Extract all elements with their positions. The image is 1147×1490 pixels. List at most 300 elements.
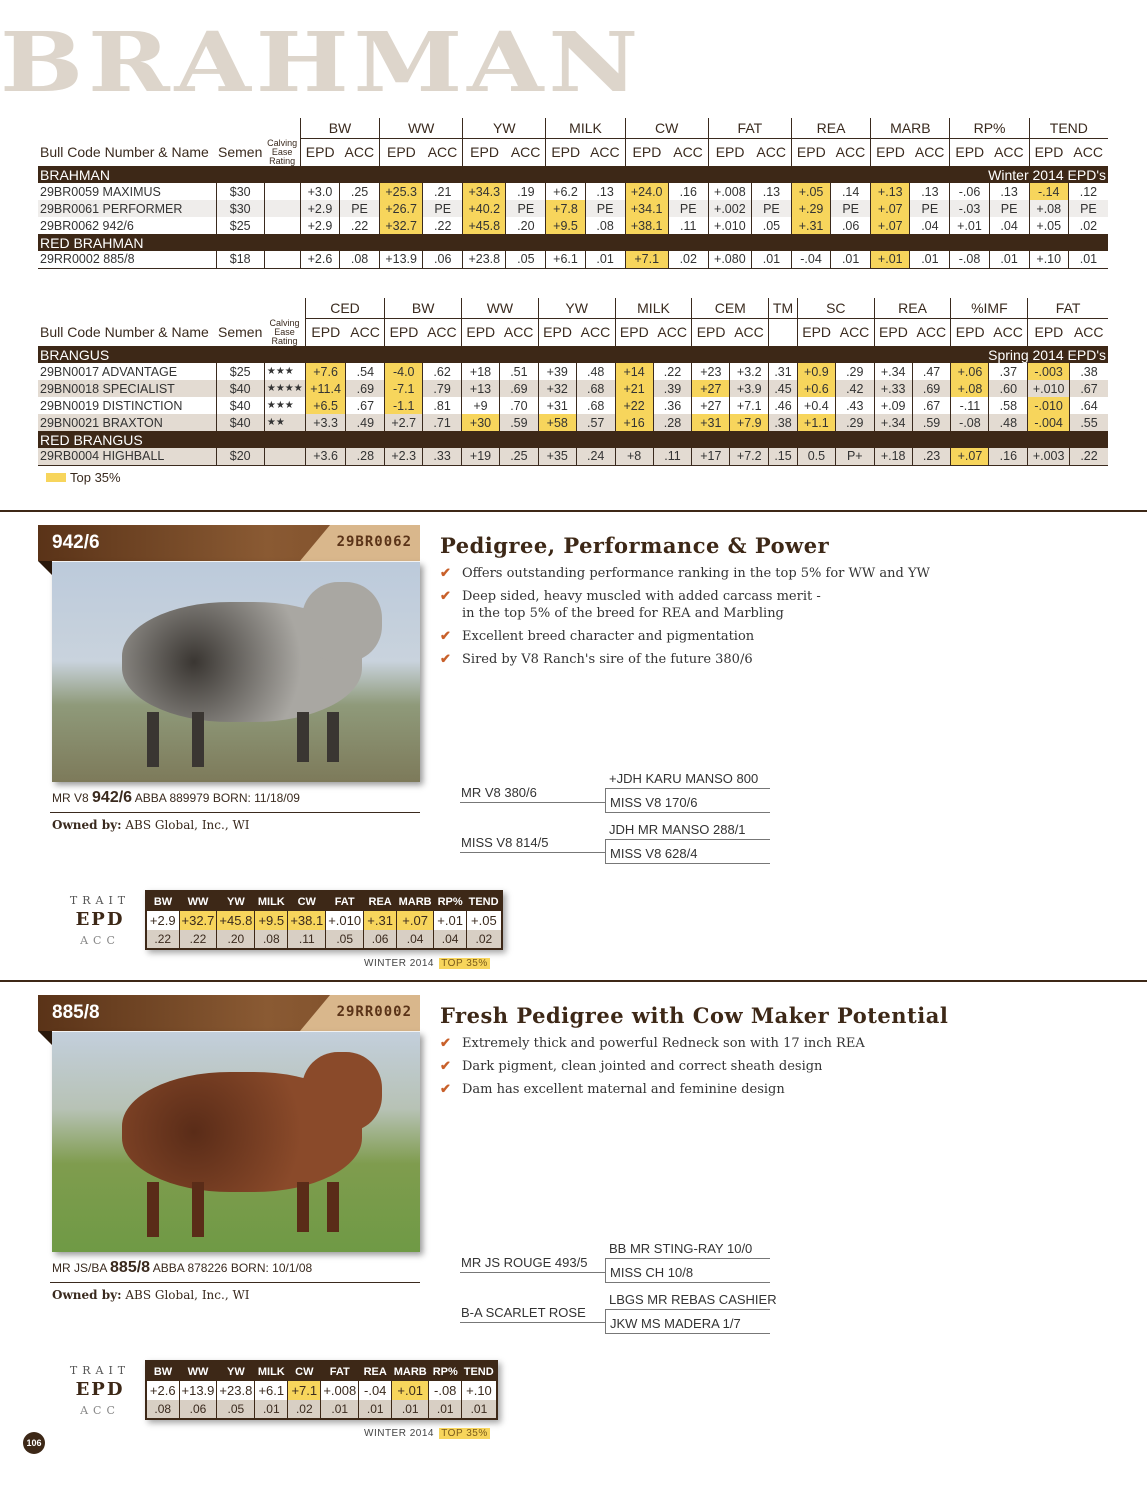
epd-cell: +.008 bbox=[708, 183, 751, 200]
owner-name: ABS Global, Inc., WI bbox=[125, 818, 250, 832]
epd-cell: .67 bbox=[912, 397, 951, 414]
epd-cell: +.010 bbox=[708, 217, 751, 234]
card-acc-value: .06 bbox=[364, 930, 397, 949]
bull-number: 885/8 bbox=[52, 1002, 100, 1023]
calving-ease-stars bbox=[264, 448, 305, 465]
acc-subheader: ACC bbox=[590, 144, 620, 161]
section-note bbox=[499, 431, 1108, 448]
trait-group-header: REA bbox=[874, 298, 951, 318]
card-trait-header: TEND bbox=[462, 1361, 497, 1381]
card-epd-value: +.008 bbox=[321, 1381, 359, 1400]
card-trait-header: MARB bbox=[397, 891, 434, 911]
card-footer bbox=[362, 1428, 490, 1440]
epd-cell: .24 bbox=[576, 448, 615, 465]
epd-cell: +23.8 bbox=[463, 251, 506, 268]
epd-cell: +24.0 bbox=[625, 183, 668, 200]
epd-cell: .05 bbox=[751, 217, 791, 234]
epd-cell: 0.5 bbox=[797, 448, 835, 465]
card-acc-value: .01 bbox=[429, 1400, 462, 1419]
epd-cell: +.08 bbox=[1029, 200, 1068, 217]
pedigree-dam-dam: MISS V8 628/4 bbox=[610, 846, 698, 861]
acc-subheader: ACC bbox=[427, 324, 457, 341]
epd-cell: .19 bbox=[506, 183, 546, 200]
section-label: BRAHMAN bbox=[38, 166, 506, 183]
card-trait-header: TEND bbox=[467, 891, 502, 911]
epd-subheader: EPD bbox=[305, 318, 346, 346]
epd-cell: .48 bbox=[989, 414, 1028, 431]
card-acc-value: .11 bbox=[288, 930, 326, 949]
acc-subheader: ACC bbox=[916, 324, 947, 341]
epd-cell: +14 bbox=[615, 363, 653, 380]
epd-cell: .13 bbox=[585, 183, 625, 200]
epd-cell: +.09 bbox=[874, 397, 912, 414]
epd-cell: +.13 bbox=[871, 183, 910, 200]
epd-cell: +40.2 bbox=[463, 200, 506, 217]
trait-group-header: BW bbox=[385, 298, 462, 318]
card-acc-value: .20 bbox=[217, 930, 255, 949]
trait-group-header: TEND bbox=[1029, 118, 1108, 138]
epd-cell: .02 bbox=[668, 251, 708, 268]
epd-cell: .33 bbox=[423, 448, 462, 465]
acc-subheader: ACC bbox=[580, 324, 611, 341]
epd-cell: +3.6 bbox=[305, 448, 346, 465]
epd-cell: +21 bbox=[615, 380, 653, 397]
feature-text: Dark pigment, clean jointed and correct sheath design bbox=[462, 1059, 823, 1074]
epd-cell: .04 bbox=[989, 217, 1029, 234]
epd-cell: .01 bbox=[831, 251, 871, 268]
card-epd-value: +45.8 bbox=[217, 911, 255, 930]
epd-cell: .38 bbox=[1070, 363, 1108, 380]
divider bbox=[0, 510, 1147, 512]
epd-subheader: EPD bbox=[385, 318, 423, 346]
bull-name: 29BR0062 942/6 bbox=[40, 218, 134, 233]
epd-cell: +13.9 bbox=[380, 251, 423, 268]
epd-cell: .58 bbox=[989, 397, 1028, 414]
epd-cell: .70 bbox=[499, 397, 538, 414]
epd-cell: -.06 bbox=[950, 183, 989, 200]
section-label: RED BRANGUS bbox=[38, 431, 499, 448]
epd-cell: +2.6 bbox=[300, 251, 339, 268]
card-trait-header: REA bbox=[359, 1361, 392, 1381]
epd-cell: -.08 bbox=[950, 251, 989, 268]
feature-text: Deep sided, heavy muscled with added carcass merit - in the top 5% of the breed for REA and Marbling bbox=[462, 589, 821, 621]
acc-subheader: ACC bbox=[1073, 144, 1103, 161]
epd-cell: .28 bbox=[653, 414, 692, 431]
semen-price: $40 bbox=[216, 380, 264, 397]
feature-item bbox=[440, 1058, 1000, 1075]
epd-cell: +26.7 bbox=[380, 200, 423, 217]
epd-cell: .42 bbox=[835, 380, 874, 397]
trait-group-header: BW bbox=[300, 118, 379, 138]
epd-cell: .16 bbox=[989, 448, 1028, 465]
acc-label: ACC bbox=[80, 934, 120, 947]
card-epd-value: +7.1 bbox=[288, 1381, 321, 1400]
card-acc-value: .01 bbox=[359, 1400, 392, 1419]
epd-cell: +9.5 bbox=[546, 217, 585, 234]
check-icon: ✔ bbox=[440, 1036, 451, 1051]
epd-cell: .12 bbox=[1068, 183, 1108, 200]
semen-price: $25 bbox=[216, 217, 264, 234]
epd-cell: PE bbox=[585, 200, 625, 217]
epd-cell: +25.3 bbox=[380, 183, 423, 200]
registration-line bbox=[52, 1259, 312, 1277]
epd-cell: .59 bbox=[499, 414, 538, 431]
epd-cell: +.34 bbox=[874, 414, 912, 431]
epd-cell: .31 bbox=[769, 363, 798, 380]
epd-cell: +.06 bbox=[951, 363, 989, 380]
acc-subheader: ACC bbox=[427, 144, 458, 161]
epd-subheader: EPD bbox=[871, 138, 910, 166]
epd-cell: -.04 bbox=[791, 251, 830, 268]
page-title: BRAHMAN bbox=[0, 15, 644, 111]
epd-cell: .57 bbox=[576, 414, 615, 431]
check-icon: ✔ bbox=[440, 652, 451, 667]
epd-cell: .22 bbox=[1070, 448, 1108, 465]
bull-headline: Pedigree, Performance & Power bbox=[440, 533, 830, 558]
pedigree-dam: MISS V8 814/5 bbox=[461, 835, 549, 850]
epd-subheader: EPD bbox=[625, 138, 668, 166]
card-acc-value: .02 bbox=[288, 1400, 321, 1419]
epd-cell: +1.1 bbox=[797, 414, 835, 431]
card-season: WINTER 2014 bbox=[364, 958, 434, 969]
card-acc-value: .05 bbox=[217, 1400, 255, 1419]
owned-label: Owned by: bbox=[52, 1288, 122, 1302]
acc-subheader: ACC bbox=[350, 324, 380, 341]
feature-item bbox=[440, 628, 1000, 645]
epd-cell: +30 bbox=[462, 414, 500, 431]
epd-cell: -1.1 bbox=[385, 397, 423, 414]
feature-text: Extremely thick and powerful Redneck son with 17 inch REA bbox=[462, 1036, 865, 1051]
legend bbox=[46, 470, 121, 485]
name-header: Bull Code Number & Name bbox=[40, 144, 209, 160]
bull-row bbox=[38, 200, 1108, 217]
calving-ease-stars bbox=[264, 183, 300, 200]
epd-cell: +35 bbox=[538, 448, 576, 465]
bull-name: 29BN0018 SPECIALIST bbox=[38, 380, 216, 397]
acc-subheader: ACC bbox=[839, 324, 870, 341]
acc-subheader: ACC bbox=[993, 324, 1023, 341]
epd-cell: .01 bbox=[910, 251, 950, 268]
card-epd-value: +32.7 bbox=[179, 911, 217, 930]
epd-cell: +6.2 bbox=[546, 183, 585, 200]
epd-cell: +23 bbox=[692, 363, 730, 380]
epd-cell: -.14 bbox=[1029, 183, 1068, 200]
card-epd-value: +.010 bbox=[326, 911, 364, 930]
legend-label: Top 35% bbox=[70, 470, 121, 485]
semen-price: $25 bbox=[216, 363, 264, 380]
trait-group-header: FAT bbox=[708, 118, 791, 138]
reg-details: ABBA 878226 BORN: 10/1/08 bbox=[152, 1261, 313, 1275]
epd-cell: .25 bbox=[340, 183, 380, 200]
trait-group-header: CED bbox=[305, 298, 385, 318]
epd-cell: .01 bbox=[989, 251, 1029, 268]
epd-cell: .39 bbox=[653, 380, 692, 397]
trait-group-header: YW bbox=[538, 298, 615, 318]
trait-group-header: WW bbox=[462, 298, 539, 318]
semen-header: Semen bbox=[218, 324, 263, 340]
epd-cell: +3.3 bbox=[305, 414, 346, 431]
card-trait-header: FAT bbox=[321, 1361, 359, 1381]
epd-cell: .20 bbox=[506, 217, 546, 234]
card-acc-value: .06 bbox=[179, 1400, 217, 1419]
epd-cell: +9 bbox=[462, 397, 500, 414]
check-icon: ✔ bbox=[440, 1082, 451, 1097]
epd-label: EPD bbox=[75, 909, 125, 930]
epd-cell: PE bbox=[340, 200, 380, 217]
bull-name: 29BR0061 PERFORMER bbox=[38, 200, 216, 217]
epd-cell: +27 bbox=[692, 397, 730, 414]
epd-cell: .22 bbox=[340, 217, 380, 234]
bull-photo bbox=[52, 562, 420, 782]
semen-price: $30 bbox=[216, 183, 264, 200]
epd-cell: +31 bbox=[538, 397, 576, 414]
epd-cell: +16 bbox=[615, 414, 653, 431]
epd-subheader: EPD bbox=[1029, 138, 1068, 166]
card-acc-value: .05 bbox=[326, 930, 364, 949]
calving-ease-stars: ★★★ bbox=[264, 363, 305, 380]
bull-number: 942/6 bbox=[52, 532, 100, 553]
epd-cell: -.11 bbox=[951, 397, 989, 414]
epd-cell: .04 bbox=[910, 217, 950, 234]
epd-cell: .69 bbox=[499, 380, 538, 397]
bull-row bbox=[38, 363, 1108, 380]
epd-cell: .43 bbox=[835, 397, 874, 414]
owner-name: ABS Global, Inc., WI bbox=[125, 1288, 250, 1302]
epd-cell: PE bbox=[668, 200, 708, 217]
epd-cell: +.002 bbox=[708, 200, 751, 217]
bull-row bbox=[38, 397, 1108, 414]
reg-name: 885/8 bbox=[110, 1259, 151, 1276]
acc-subheader: ACC bbox=[503, 324, 534, 341]
card-epd-value: +.01 bbox=[434, 911, 467, 930]
section-note bbox=[506, 234, 1108, 251]
epd-cell: +2.9 bbox=[300, 217, 339, 234]
epd-subheader: EPD bbox=[1028, 318, 1070, 346]
card-acc-value: .01 bbox=[321, 1400, 359, 1419]
feature-item bbox=[440, 1035, 1000, 1052]
epd-cell: +2.7 bbox=[385, 414, 423, 431]
pedigree-dam-sire: JDH MR MANSO 288/1 bbox=[609, 822, 746, 837]
card-top-badge: TOP 35% bbox=[441, 958, 488, 969]
epd-cell: -.003 bbox=[1028, 363, 1070, 380]
card-acc-value: .01 bbox=[255, 1400, 288, 1419]
epd-cell: -.004 bbox=[1028, 414, 1070, 431]
epd-subheader: EPD bbox=[950, 138, 989, 166]
epd-cell: PE bbox=[910, 200, 950, 217]
bull-row bbox=[38, 380, 1108, 397]
semen-price: $40 bbox=[216, 414, 264, 431]
epd-subheader: EPD bbox=[463, 138, 506, 166]
acc-subheader: ACC bbox=[756, 144, 786, 161]
epd-cell: -.010 bbox=[1028, 397, 1070, 414]
feature-item bbox=[440, 565, 1000, 582]
trait-group-header: CW bbox=[625, 118, 708, 138]
owner-line bbox=[52, 818, 250, 832]
bull-code: 29RR0002 bbox=[336, 1004, 412, 1020]
brangus-epd-table bbox=[38, 298, 1108, 466]
epd-subheader: EPD bbox=[692, 318, 730, 346]
bull-row bbox=[38, 217, 1108, 234]
acc-subheader: ACC bbox=[510, 144, 541, 161]
bull-headline: Fresh Pedigree with Cow Maker Potential bbox=[440, 1003, 949, 1028]
epd-cell: .59 bbox=[912, 414, 951, 431]
epd-cell: .60 bbox=[989, 380, 1028, 397]
card-top-badge: TOP 35% bbox=[441, 1428, 488, 1439]
trait-group-header: FAT bbox=[1028, 298, 1108, 318]
epd-cell: -.08 bbox=[951, 414, 989, 431]
epd-cell: +2.9 bbox=[300, 200, 339, 217]
epd-cell: .15 bbox=[769, 448, 798, 465]
semen-price: $18 bbox=[216, 251, 264, 268]
epd-cell: +7.2 bbox=[730, 448, 769, 465]
name-header: Bull Code Number & Name bbox=[40, 324, 209, 340]
epd-cell: +.08 bbox=[951, 380, 989, 397]
epd-cell: .01 bbox=[1068, 251, 1108, 268]
section-label: BRANGUS bbox=[38, 346, 499, 363]
semen-price: $40 bbox=[216, 397, 264, 414]
feature-text: Offers outstanding performance ranking in the top 5% for WW and YW bbox=[462, 566, 930, 581]
card-epd-value: +2.9 bbox=[146, 911, 179, 930]
card-trait-header: MILK bbox=[255, 891, 288, 911]
trait-label: TRAIT bbox=[69, 1364, 131, 1377]
feature-item bbox=[440, 1081, 1000, 1098]
epd-cell: +34.3 bbox=[463, 183, 506, 200]
acc-subheader: ACC bbox=[344, 144, 375, 161]
pedigree-dam-dam: JKW MS MADERA 1/7 bbox=[610, 1316, 741, 1331]
epd-subheader: EPD bbox=[538, 318, 576, 346]
owned-label: Owned by: bbox=[52, 818, 122, 832]
bull-name: 29BN0021 BRAXTON bbox=[38, 414, 216, 431]
spacer bbox=[38, 298, 305, 318]
epd-cell: .16 bbox=[668, 183, 708, 200]
epd-cell: .71 bbox=[423, 414, 462, 431]
epd-cell: .38 bbox=[769, 414, 798, 431]
feature-item bbox=[440, 651, 1000, 668]
card-epd-value: -.08 bbox=[429, 1381, 462, 1400]
epd-cell: .69 bbox=[912, 380, 951, 397]
check-icon: ✔ bbox=[440, 1059, 451, 1074]
epd-cell: +.07 bbox=[951, 448, 989, 465]
epd-cell: +.01 bbox=[871, 251, 910, 268]
trait-group-header: CEM bbox=[692, 298, 769, 318]
epd-cell: .08 bbox=[585, 217, 625, 234]
epd-cell: +.05 bbox=[791, 183, 830, 200]
epd-cell: .29 bbox=[835, 363, 874, 380]
trait-group-header: MILK bbox=[546, 118, 625, 138]
feature-text: Sired by V8 Ranch's sire of the future 380/6 bbox=[462, 652, 753, 667]
divider bbox=[50, 1282, 420, 1283]
card-footer bbox=[362, 958, 490, 970]
calving-ease-header: Calving Ease Rating bbox=[264, 138, 300, 166]
epd-cell: .05 bbox=[506, 251, 546, 268]
feature-item bbox=[440, 588, 1000, 622]
card-epd-value: +.01 bbox=[392, 1381, 429, 1400]
trait-group-header: REA bbox=[791, 118, 870, 138]
epd-cell: .06 bbox=[831, 217, 871, 234]
calving-ease-stars bbox=[264, 217, 300, 234]
epd-cell: .25 bbox=[499, 448, 538, 465]
pedigree-dam-sire: LBGS MR REBAS CASHIER bbox=[609, 1292, 777, 1307]
epd-subheader: EPD bbox=[874, 318, 912, 346]
acc-subheader: ACC bbox=[734, 324, 764, 341]
bull-row bbox=[38, 414, 1108, 431]
pedigree-sire: MR V8 380/6 bbox=[461, 785, 537, 800]
feature-text: Dam has excellent maternal and feminine design bbox=[462, 1082, 785, 1097]
trait-group-header: SC bbox=[797, 298, 874, 318]
card-epd-value: +.05 bbox=[467, 911, 502, 930]
calving-ease-stars: ★★ bbox=[264, 414, 305, 431]
epd-cell: .06 bbox=[423, 251, 463, 268]
bull-row bbox=[38, 251, 1108, 268]
epd-cell: .22 bbox=[653, 363, 692, 380]
epd-cell: +.003 bbox=[1028, 448, 1070, 465]
epd-cell: -7.1 bbox=[385, 380, 423, 397]
card-epd-value: +.07 bbox=[397, 911, 434, 930]
epd-cell: +31 bbox=[692, 414, 730, 431]
bull-name: 29BN0019 DISTINCTION bbox=[40, 398, 183, 413]
card-trait-header: YW bbox=[217, 891, 255, 911]
reg-name: 942/6 bbox=[92, 789, 133, 806]
epd-cell: +.29 bbox=[791, 200, 830, 217]
epd-cell: +.05 bbox=[1029, 217, 1068, 234]
card-epd-value: +23.8 bbox=[217, 1381, 255, 1400]
epd-cell: +11.4 bbox=[305, 380, 346, 397]
epd-cell: +18 bbox=[462, 363, 500, 380]
card-trait-header: YW bbox=[217, 1361, 255, 1381]
card-epd-value: +2.6 bbox=[146, 1381, 179, 1400]
epd-cell: +38.1 bbox=[625, 217, 668, 234]
epd-cell: .68 bbox=[576, 397, 615, 414]
epd-cell: .13 bbox=[751, 183, 791, 200]
semen-header: Semen bbox=[218, 144, 263, 160]
epd-cell: +34.1 bbox=[625, 200, 668, 217]
epd-cell: +39 bbox=[538, 363, 576, 380]
divider bbox=[50, 812, 420, 813]
epd-label: EPD bbox=[75, 1379, 125, 1400]
semen-price: $30 bbox=[216, 200, 264, 217]
epd-cell: +7.6 bbox=[305, 363, 346, 380]
acc-label: ACC bbox=[80, 1404, 120, 1417]
card-acc-value: .01 bbox=[392, 1400, 429, 1419]
epd-cell: .22 bbox=[423, 217, 463, 234]
card-trait-header: MILK bbox=[255, 1361, 288, 1381]
epd-cell: .01 bbox=[585, 251, 625, 268]
epd-cell: .48 bbox=[576, 363, 615, 380]
spacer bbox=[38, 118, 300, 138]
calving-ease-stars: ★★★ bbox=[264, 397, 305, 414]
epd-cell: +0.4 bbox=[797, 397, 835, 414]
epd-cell: +.010 bbox=[1028, 380, 1070, 397]
bull-epd-card bbox=[145, 890, 503, 950]
card-trait-header: RP% bbox=[434, 891, 467, 911]
epd-cell: .54 bbox=[346, 363, 385, 380]
epd-cell: +7.1 bbox=[730, 397, 769, 414]
reg-prefix: MR JS/BA bbox=[52, 1261, 107, 1275]
epd-cell: .01 bbox=[751, 251, 791, 268]
pedigree-sire-dam: MISS V8 170/6 bbox=[610, 795, 698, 810]
epd-cell: +.18 bbox=[874, 448, 912, 465]
acc-subheader: ACC bbox=[914, 144, 945, 161]
pedigree-dam: B-A SCARLET ROSE bbox=[461, 1305, 586, 1320]
card-epd-value: +9.5 bbox=[255, 911, 288, 930]
epd-cell: +45.8 bbox=[463, 217, 506, 234]
epd-cell: .62 bbox=[423, 363, 462, 380]
card-trait-header: WW bbox=[179, 891, 217, 911]
epd-cell: PE bbox=[423, 200, 463, 217]
epd-cell: .67 bbox=[1070, 380, 1108, 397]
epd-cell: +58 bbox=[538, 414, 576, 431]
pedigree-sire-sire: BB MR STING-RAY 10/0 bbox=[609, 1241, 753, 1256]
